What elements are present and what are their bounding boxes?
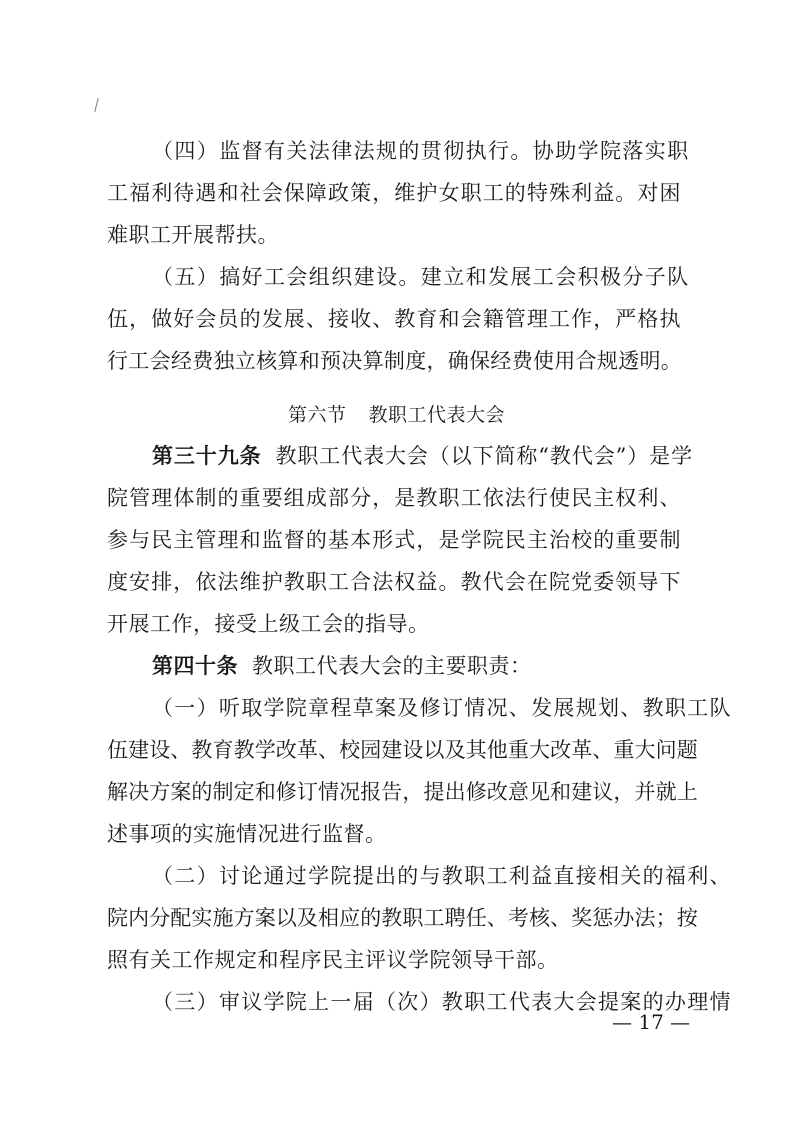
- paragraph-5-line-2: 伍，做好会员的发展、接收、教育和会籍管理工作，严格执: [107, 307, 682, 331]
- item-1-line-2: 伍建设、教育教学改革、校园建设以及其他重大改革、重大问题: [107, 738, 698, 762]
- item-1-line-1: （一）听取学院章程草案及修订情况、发展规划、教职工队: [152, 696, 732, 720]
- article-39-line-3: 参与民主管理和监督的基本形式，是学院民主治校的重要制: [107, 528, 682, 552]
- article-40-label: 第四十条: [152, 653, 238, 678]
- item-1-line-4: 述事项的实施情况进行监督。: [107, 822, 387, 846]
- paragraph-5-line-3: 行工会经费独立核算和预决算制度，确保经费使用合规透明。: [107, 349, 683, 373]
- article-40-text: 教职工代表大会的主要职责：: [252, 654, 532, 678]
- section-title: [0, 401, 793, 429]
- section-number: 第六节: [287, 404, 347, 426]
- item-2-line-3: 照有关工作规定和程序民主评议学院领导干部。: [107, 948, 559, 972]
- article-39-line-1: [152, 442, 693, 470]
- item-1-line-3: 解决方案的制定和修订情况报告，提出修改意见和建议，并就上: [107, 780, 698, 804]
- item-3-line-1: （三）审议学院上一届（次）教职工代表大会提案的办理情: [152, 990, 732, 1014]
- paragraph-5-line-1: （五）搞好工会组织建设。建立和发展工会积极分子队: [152, 265, 690, 289]
- article-40-line-1: [152, 652, 532, 680]
- item-2-line-2: 院内分配实施方案以及相应的教职工聘任、考核、奖惩办法；按: [107, 906, 698, 930]
- item-2-line-1: （二）讨论通过学院提出的与教职工利益直接相关的福利、: [152, 864, 732, 888]
- page-number: — 17 —: [612, 1010, 691, 1034]
- article-39-text: 教职工代表大会（以下简称“教代会”）是学: [275, 444, 693, 468]
- article-39-line-5: 开展工作，接受上级工会的指导。: [107, 612, 430, 636]
- article-39-label: 第三十九条: [152, 443, 262, 468]
- article-39-line-4: 度安排，依法维护教职工合法权益。教代会在院党委领导下: [107, 570, 682, 594]
- paragraph-4-line-2: 工福利待遇和社会保障政策，维护女职工的特殊利益。对困: [107, 181, 682, 205]
- article-39-line-2: 院管理体制的重要组成部分，是教职工依法行使民主权利、: [107, 486, 682, 510]
- section-name: 教职工代表大会: [368, 404, 506, 426]
- scan-mark: [94, 98, 98, 112]
- paragraph-4-line-1: （四）监督有关法律法规的贯彻执行。协助学院落实职: [152, 139, 690, 163]
- paragraph-4-line-3: 难职工开展帮扶。: [107, 223, 279, 247]
